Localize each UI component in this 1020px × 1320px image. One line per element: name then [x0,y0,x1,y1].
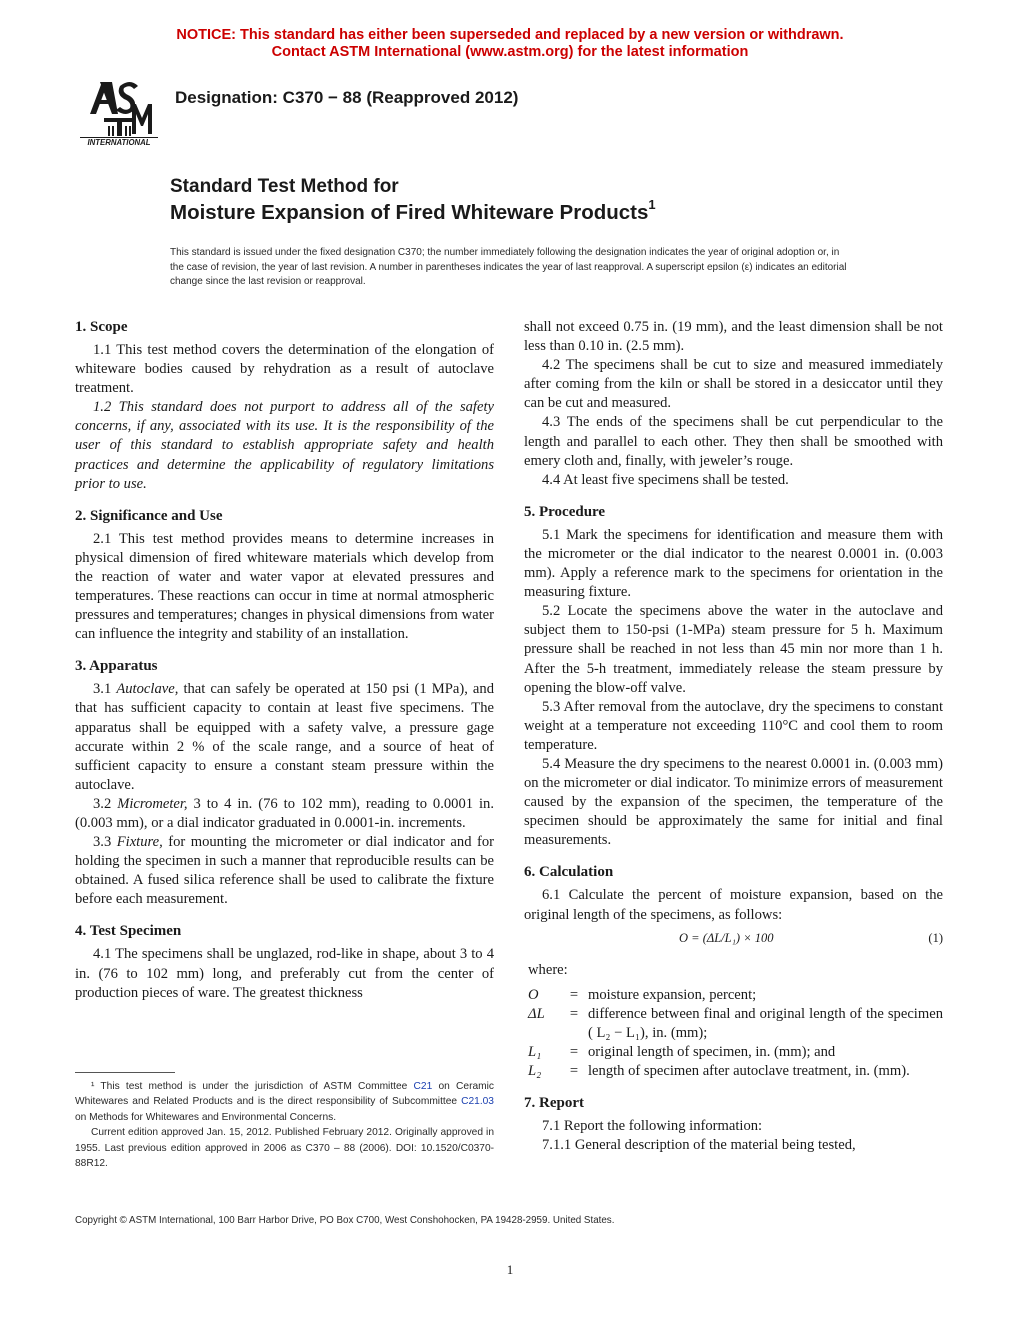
committee-c21-link[interactable]: C21 [413,1081,433,1092]
para-7-1-1: 7.1.1 General description of the material being tested, [542,1137,856,1154]
para-5-2: 5.2 Locate the specimens above the water in the autoclave and subject them to 150-psi (1-MPa) steam pressure for 5 h. Maximum pressure shall be reached in not less than 45 min nor more than 1 h. After the 5-h treatment, immediately release the steam pressure by opening the blow-off valve. [524,603,943,696]
astm-logo-icon [76,74,162,148]
subcommittee-c21-03-link[interactable]: C21.03 [461,1096,494,1108]
title-main: Moisture Expansion of Fired Whiteware Products [170,200,649,224]
para-5-3: 5.3 After removal from the autoclave, dry the specimens to constant weight at a temperature not exceeding 110°C and cool them to room temperature. [524,698,943,753]
para-3-2: 3.2 Micrometer, 3 to 4 in. (76 to 102 mm), reading to 0.0001 in. (0.003 mm), or a dial indicator graduated in 0.0001-in. increments. [75,795,495,831]
issue-statement: This standard is issued under the fixed designation C370; the number immediately following the designation indicates the year of original adoption or, in the case of revision, the year of last revision. A number in parentheses indicates the year of last reapproval. A superscript epsilon (ε) indicates an editorial change since the last revision or reapproval. [170,247,847,287]
variable-row: ΔL = difference between final and original length of the specimen ( L₂ − L₁), in. (mm); [528,1005,943,1041]
section-significance-heading: 2. Significance and Use [75,507,223,524]
section-apparatus-heading: 3. Apparatus [75,658,158,675]
notice-line-2: Contact ASTM International (www.astm.org) for the latest information [271,44,749,60]
para-4-3: 4.3 The ends of the specimens shall be cut perpendicular to the length and parallel to each other. They then shall be smoothed with emery cloth and, finally, with jeweler’s rouge. [524,414,943,469]
footnotes [75,1079,494,1171]
para-3-3: 3.3 Fixture, for mounting the micrometer or dial indicator and for holding the specimen in such a manner that reproducible results can be obtained. A fused silica reference shall be used to calibrate the fixture before each measurement. [75,834,494,908]
variable-row: L₂ = length of specimen after autoclave treatment, in. (mm). [528,1063,910,1080]
para-1-1: 1.1 This test method covers the determination of the elongation of whiteware bodies caused by rehydration as a result of autoclave treatment. [75,342,494,397]
logo-text: INTERNATIONAL [87,138,151,147]
variable-row: L₁ = original length of specimen, in. (mm); and [528,1044,836,1060]
astm-logo [76,74,162,148]
para-5-4: 5.4 Measure the dry specimens to the nearest 0.0001 in. (0.003 mm) on the micrometer or dial indicator. To minimize errors of measurement caused by the expansion of the specimen, the temperature of the specimen should be approximately the same for initial and final measurements. [524,755,943,849]
para-6-1: 6.1 Calculate the percent of moisture expansion, based on the original length of the specimens, as follows: [524,887,943,923]
section-calculation-heading: 6. Calculation [524,864,614,881]
section-report-heading: 7. Report [524,1095,584,1112]
designation: Designation: C370 − 88 (Reapproved 2012) [175,88,519,107]
para-4-4: 4.4 At least five specimens shall be tested. [542,471,789,488]
footnote-2: Current edition approved Jan. 15, 2012. Published February 2012. Originally approved in 1955. Last previous edition approved in 2006 as C370 – 88 (2006). DOI: 10.1520/C0370-88R12. [75,1127,494,1170]
copyright: Copyright © ASTM International, 100 Barr Harbor Drive, PO Box C700, West Conshohocken, PA 19428-2959. United States. [75,1215,615,1226]
footnote-rule [75,1072,175,1073]
where-label: where: [528,961,568,978]
para-7-1: 7.1 Report the following information: [542,1118,763,1135]
title-line-1: Standard Test Method for [170,176,399,197]
section-specimen-heading: 4. Test Specimen [75,923,182,940]
page-number: 1 [506,1262,514,1277]
notice-banner [0,27,1020,61]
para-2-1: 2.1 This test method provides means to determine increases in physical dimension of fired whiteware materials which develop from the reaction of water and water vapor at elevated pressures and temperatures. These reactions can occur in time at normal atmospheric pressures and temperatures; changes in physical dimensions from water can influence the integrity and stability of an installation. [75,530,494,643]
equation-number: (1) [928,930,943,945]
equation-expression: O = (ΔL/L₁) × 100 [679,930,774,945]
section-scope-heading: 1. Scope [75,319,128,335]
left-column [75,318,494,1003]
equation-1 [524,929,943,951]
section-procedure-heading: 5. Procedure [524,503,606,520]
para-4-2: 4.2 The specimens shall be cut to size and measured immediately after coming from the kiln or shall be stored in a desiccator until they can be cut and measured. [524,357,943,412]
footnote-1: ¹ This test method is under the jurisdiction of ASTM Committee C21 on Ceramic Whitewares and Related Products and is the direct responsibility of Subcommittee C21.03 on Methods for Whitewares and Environmental Concerns. [75,1081,494,1123]
para-1-2: 1.2 This standard does not purport to address all of the safety concerns, if any, associated with its use. It is the responsibility of the user of this standard to establish appropriate safety and health practices and determine the applicability of regulatory limitations prior to use. [75,399,494,492]
title-footnote-mark: 1 [648,197,656,212]
notice-line-1: NOTICE: This standard has either been superseded and replaced by a new version or withdrawn. [176,27,844,43]
para-4-1: 4.1 The specimens shall be unglazed, rod-like in shape, about 3 to 4 in. (76 to 102 mm) long, and preferably cut from the center of production pieces of ware. The greatest thickness [75,946,494,1001]
right-column [524,318,943,1155]
para-4-1-continued: shall not exceed 0.75 in. (19 mm), and the least dimension shall be not less than 0.10 in. (2.5 mm). [524,319,943,355]
para-5-1: 5.1 Mark the specimens for identification and measure them with the micrometer or the dial indicator to the nearest 0.0001 in. (0.003 mm). Apply a reference mark to the specimens for orientation in the measuring fixture. [524,526,943,601]
variable-definitions [524,986,943,1081]
variable-row: O = moisture expansion, percent; [528,986,757,1003]
title-line-2 [170,199,656,225]
para-3-1: 3.1 Autoclave, that can safely be operated at 150 psi (1 MPa), and that has sufficient capacity to contain at least five specimens. The apparatus shall be equipped with a safety valve, a pressure gage accurate within 2 % of the scale range, and a source of heat of sufficient capacity to ensure a constant steam pressure within the autoclave. [75,681,494,793]
